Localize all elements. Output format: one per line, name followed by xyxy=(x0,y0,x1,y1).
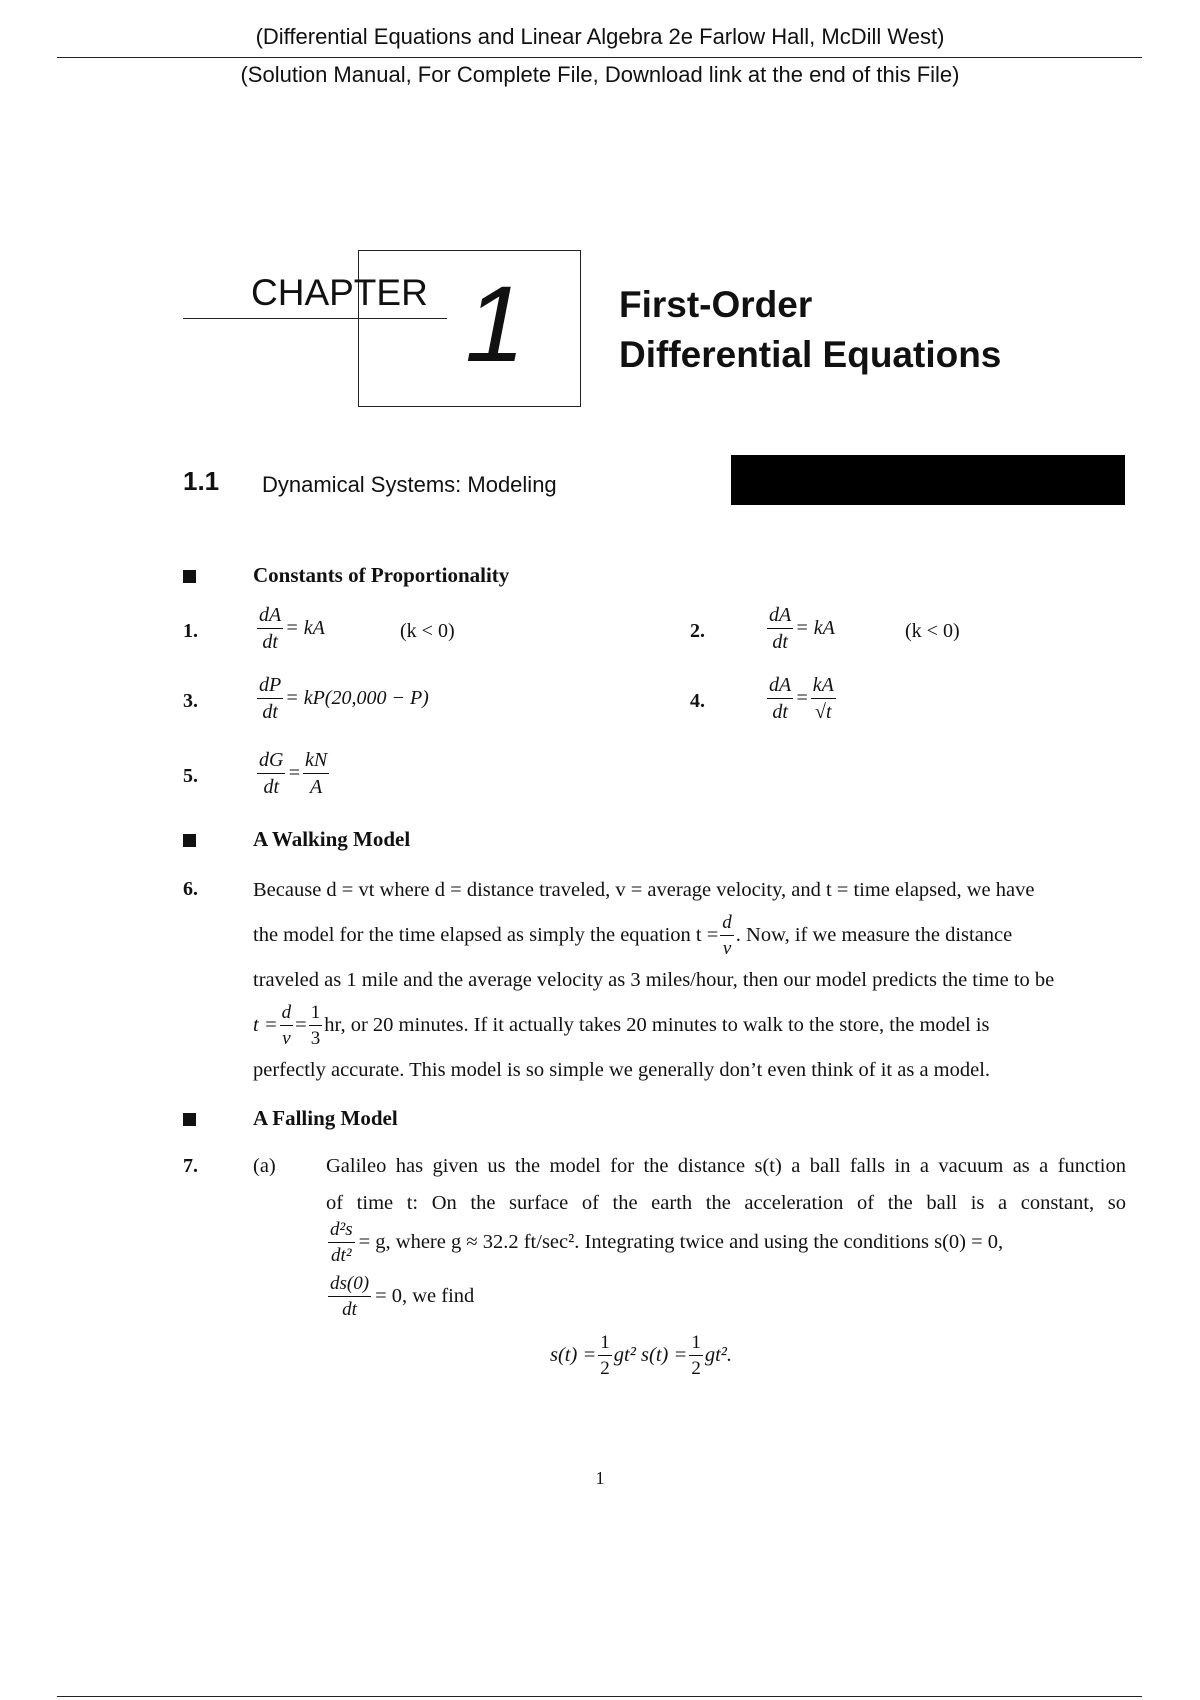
problem-number: 1. xyxy=(183,620,198,642)
subheading-falling: A Falling Model xyxy=(253,1106,398,1130)
chapter-label: CHAPTER xyxy=(251,272,428,313)
problem-number: 2. xyxy=(690,620,705,642)
equation-4: $\frac{dA}{dt}$ = $\frac{kA}{√t}$ xyxy=(769,674,834,723)
problem-number: 7. xyxy=(183,1155,198,1177)
equation-1: $\frac{dA}{dt}$ = kA xyxy=(259,604,325,653)
bullet-icon xyxy=(183,834,196,847)
equation-3: $\frac{dP}{dt}$ = kP(20,000 − P) xyxy=(259,674,429,723)
falling-line-1: Galileo has given us the model for the distance s(t) a ball falls in a vacuum as a function xyxy=(326,1155,1126,1177)
header-line-2: (Solution Manual, For Complete File, Download link at the end of this File) xyxy=(240,62,960,87)
part-label: (a) xyxy=(253,1155,276,1177)
equation-2: $\frac{dA}{dt}$ = kA xyxy=(769,604,835,653)
chapter-title xyxy=(619,280,1001,380)
section-title: Dynamical Systems: Modeling xyxy=(262,472,557,497)
walking-line-3: traveled as 1 mile and the average velocity as 3 miles/hour, then our model predicts the time to be xyxy=(253,969,1055,991)
problem-number: 5. xyxy=(183,765,198,787)
walking-paragraph xyxy=(253,870,1133,1090)
falling-result-equation: s(t) = $\frac{1}{2}$ gt² s(t) = $\frac{1}{2}$ gt². xyxy=(550,1332,733,1379)
chapter-title-line-1: First-Order xyxy=(619,284,813,325)
chapter-number: 1 xyxy=(465,263,526,384)
header-rule xyxy=(57,57,1142,58)
condition-2: (k < 0) xyxy=(905,620,960,642)
equation-5: $\frac{dG}{dt}$ = $\frac{kN}{A}$ xyxy=(259,749,328,798)
walking-line-1: Because d = vt where d = distance traveled, v = average velocity, and t = time elapsed, we have xyxy=(253,879,1035,901)
walking-line-2: the model for the time elapsed as simply the equation t = $\frac{d}{v}$ . Now, if we measure the distance xyxy=(253,911,1013,959)
walking-line-4: t = $\frac{d}{v}$ = $\frac{1}{3}$ hr, or 20 minutes. If it actually takes 20 minutes to walk to the store, the model is xyxy=(253,1001,990,1049)
page-number: 1 xyxy=(595,1468,605,1488)
bullet-icon xyxy=(183,570,196,583)
header-line-1: (Differential Equations and Linear Algebra 2e Farlow Hall, McDill West) xyxy=(255,24,945,49)
falling-line-4: $\frac{ds(0)}{dt}$ = 0, we find xyxy=(330,1273,475,1320)
walking-line-5: perfectly accurate. This model is so simple we generally don’t even think of it as a model. xyxy=(253,1059,991,1081)
falling-line-3: $\frac{\text{d²s}}{\text{dt²}}$ = g, where g ≈ 32.2 ft/sec². Integrating twice and using the conditions s(0) = 0, xyxy=(330,1219,1004,1266)
subheading-walking: A Walking Model xyxy=(253,827,411,851)
condition-1: (k < 0) xyxy=(400,620,455,642)
chapter-underline xyxy=(183,318,447,319)
redaction-bar xyxy=(731,455,1125,505)
problem-number: 3. xyxy=(183,690,198,712)
problem-number: 6. xyxy=(183,878,198,900)
problem-number: 4. xyxy=(690,690,705,712)
section-number: 1.1 xyxy=(183,466,220,496)
subheading-constants: Constants of Proportionality xyxy=(253,563,510,587)
bullet-icon xyxy=(183,1113,196,1126)
falling-line-2: of time t: On the surface of the earth the acceleration of the ball is a constant, so xyxy=(326,1192,1126,1214)
chapter-title-line-2: Differential Equations xyxy=(619,334,1002,375)
footer-rule xyxy=(57,1696,1142,1697)
